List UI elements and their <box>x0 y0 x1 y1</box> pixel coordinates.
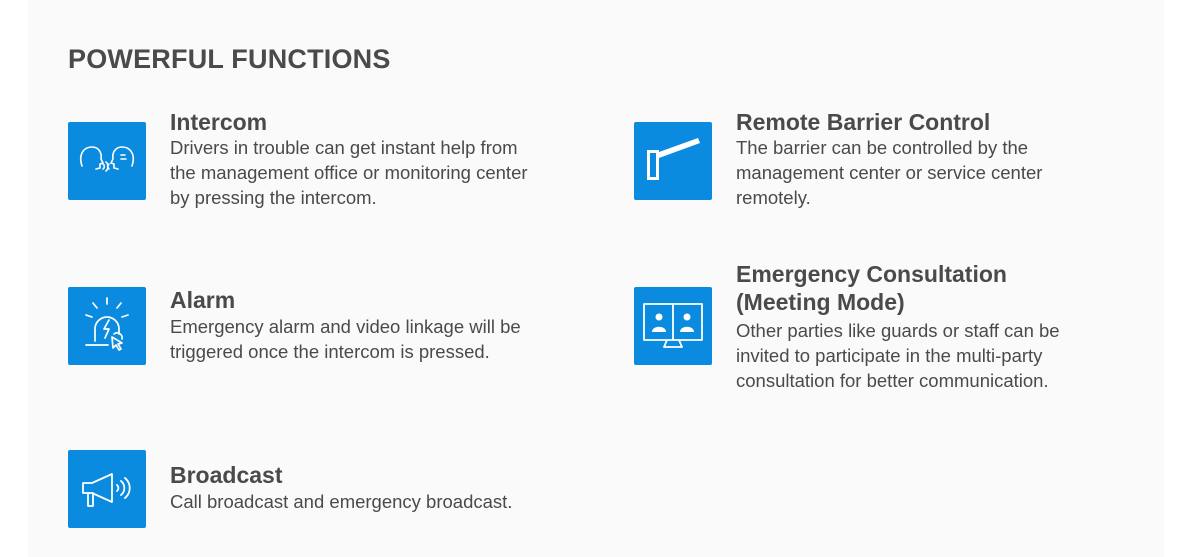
feature-description: Other parties like guards or staff can be invited to participate in the multi-party consultation for better communication. <box>736 320 1060 391</box>
feature-remote-barrier-control <box>634 108 1154 218</box>
feature-broadcast <box>68 450 588 530</box>
intercom-icon <box>68 122 146 200</box>
feature-title: Emergency Consultation (Meeting Mode) <box>736 261 1007 315</box>
barrier-icon <box>634 122 712 200</box>
feature-title: Alarm <box>170 287 236 313</box>
page-title: POWERFUL FUNCTIONS <box>68 44 391 74</box>
feature-title: Intercom <box>170 109 268 135</box>
feature-description: Emergency alarm and video linkage will be triggered once the intercom is pressed. <box>170 316 521 362</box>
meeting-icon <box>634 287 712 365</box>
feature-title: Remote Barrier Control <box>736 109 991 135</box>
feature-description: Drivers in trouble can get instant help from the management office or monitoring center by pressing the intercom. <box>170 137 528 208</box>
feature-intercom <box>68 108 588 218</box>
alarm-icon <box>68 287 146 365</box>
broadcast-icon <box>68 450 146 528</box>
feature-title: Broadcast <box>170 462 283 488</box>
feature-description: The barrier can be controlled by the management center or service center remotely. <box>736 137 1043 208</box>
feature-alarm <box>68 274 588 374</box>
feature-description: Call broadcast and emergency broadcast. <box>170 491 513 512</box>
feature-emergency-consultation <box>634 260 1174 400</box>
